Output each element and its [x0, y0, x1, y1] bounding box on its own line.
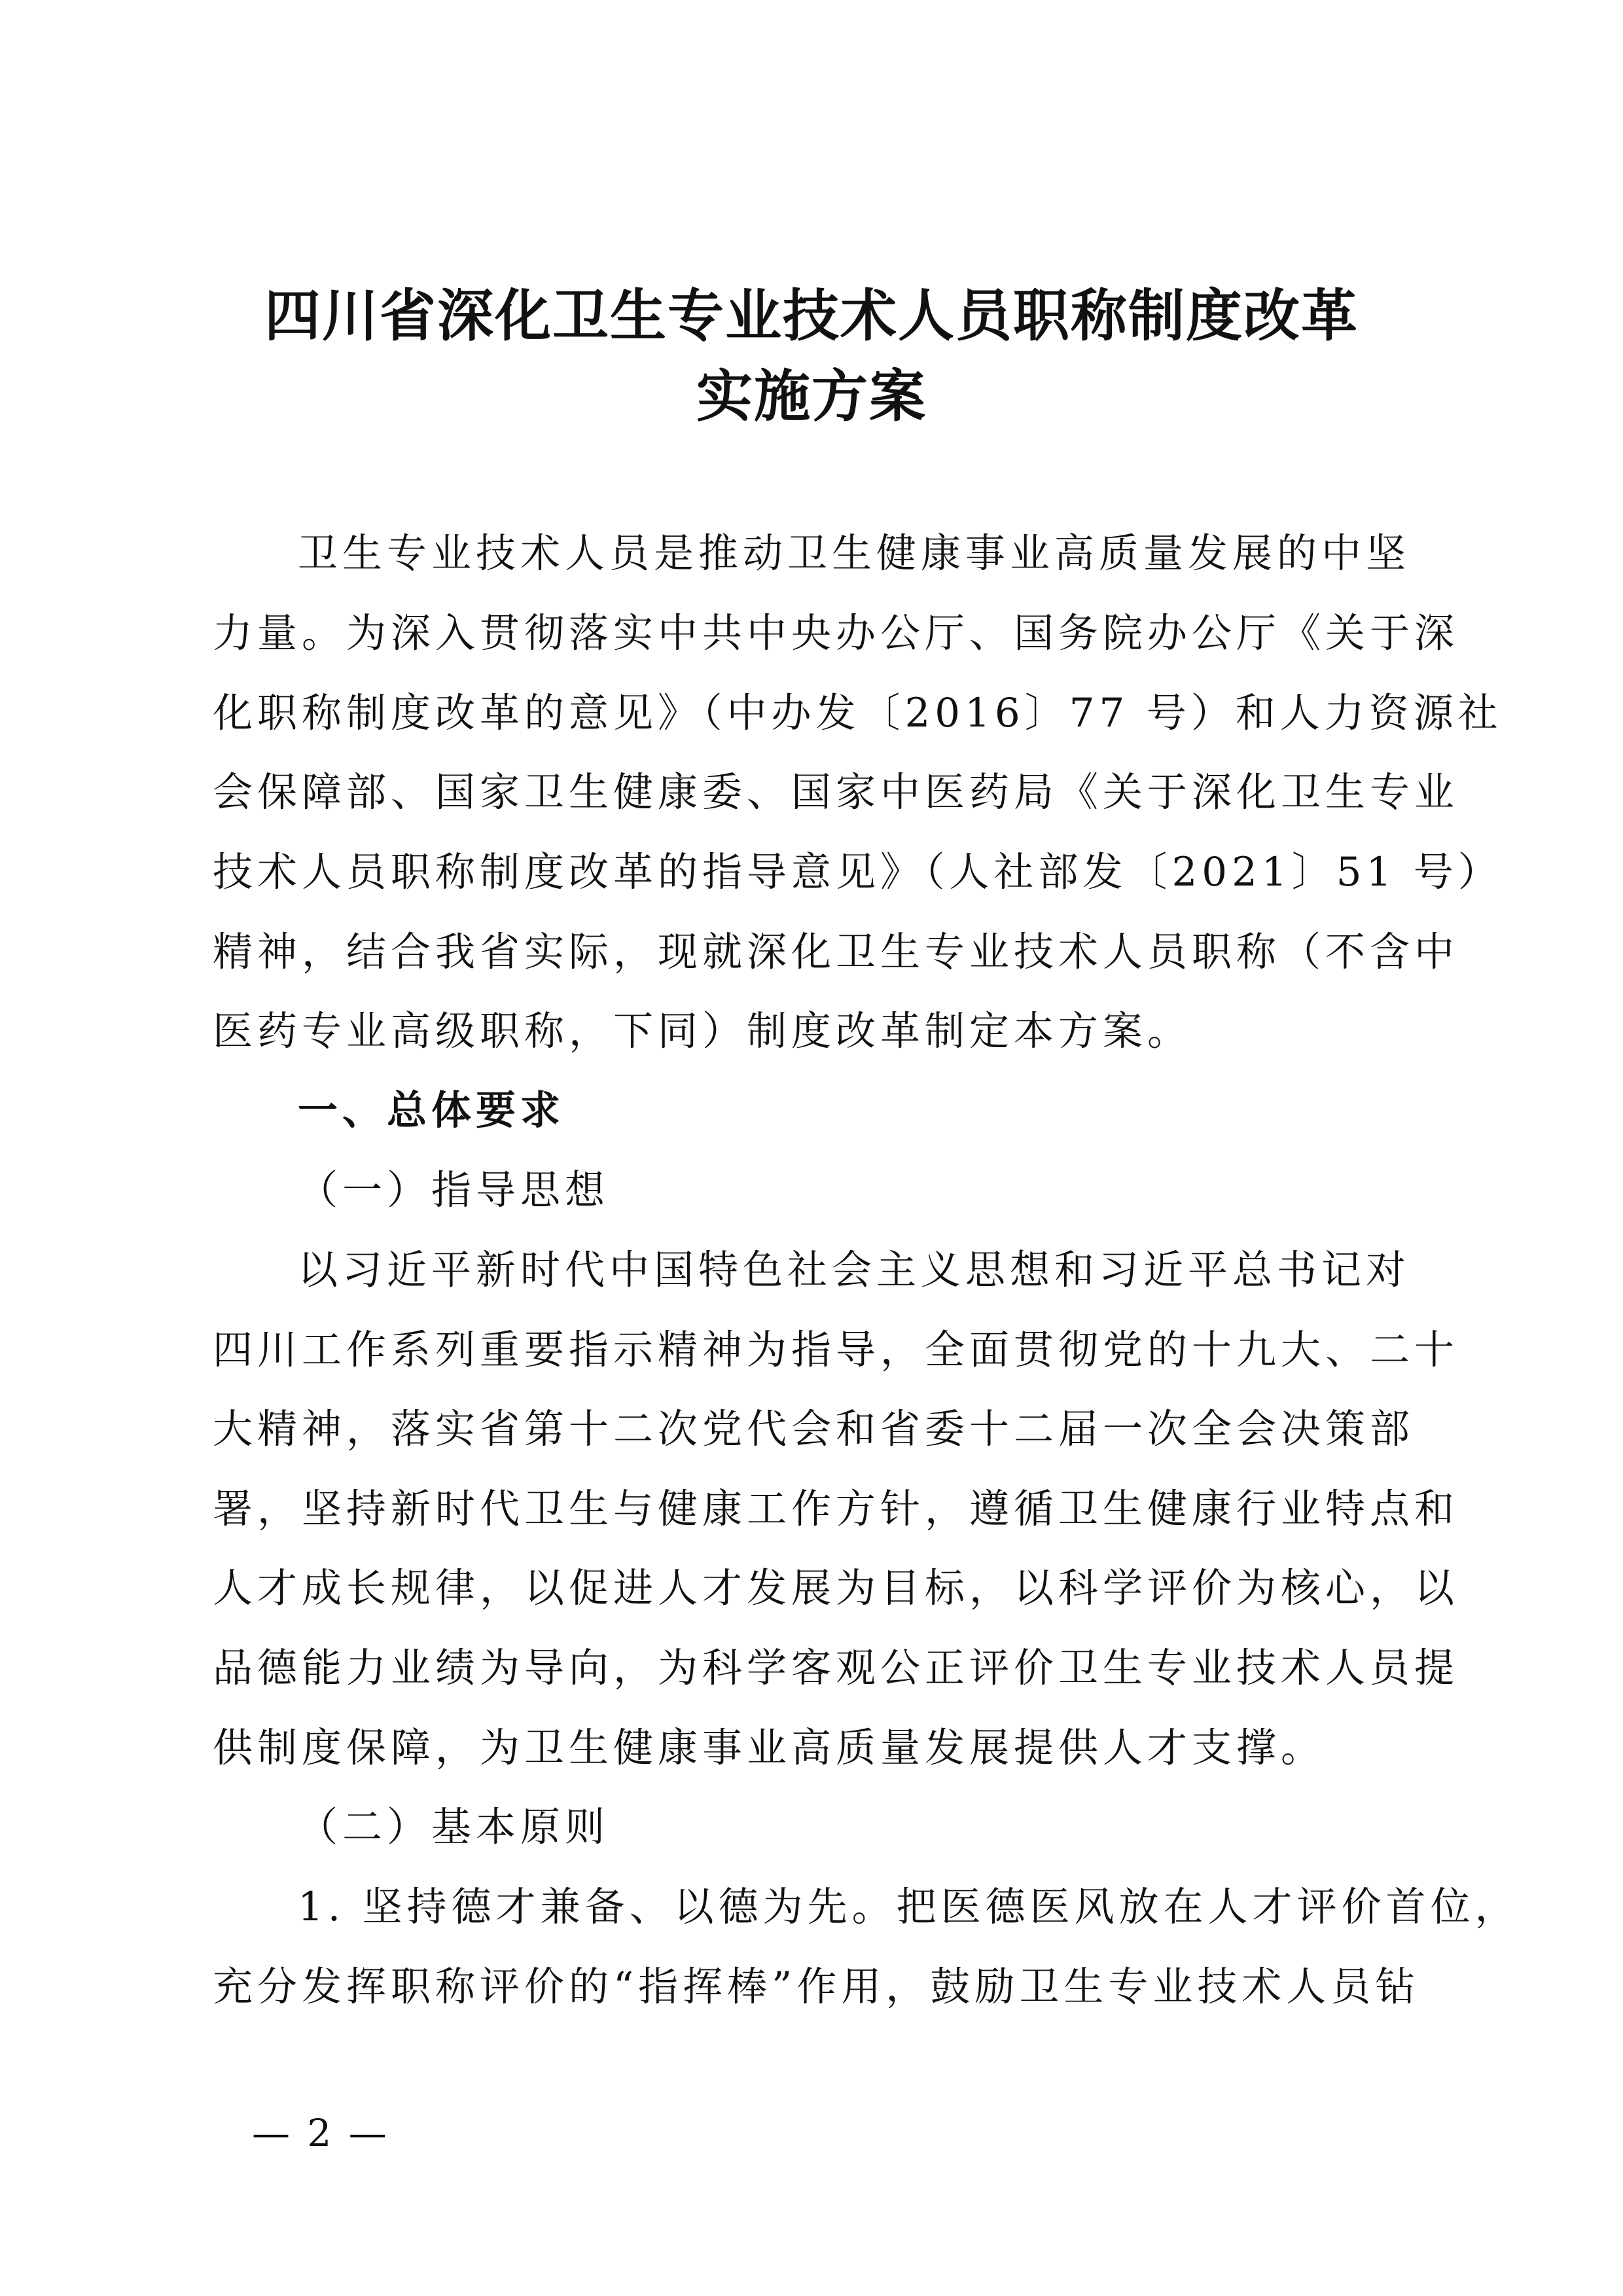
- paragraph-line: 以习近平新时代中国特色社会主义思想和习近平总书记对: [298, 1247, 1411, 1293]
- paragraph-line: 大精神，落实省第十二次党代会和省委十二届一次全会决策部: [213, 1406, 1415, 1452]
- paragraph-line: 力量。为深入贯彻落实中共中央办公厅、国务院办公厅《关于深: [213, 610, 1459, 656]
- paragraph-line: 卫生专业技术人员是推动卫生健康事业高质量发展的中坚: [298, 530, 1411, 577]
- page-number: — 2 —: [252, 2111, 389, 2155]
- document-title-line-1: 四川省深化卫生专业技术人员职称制度改革: [264, 283, 1359, 349]
- subsection-heading: （一）指导思想: [298, 1167, 610, 1213]
- paragraph-line: 会保障部、国家卫生健康委、国家中医药局《关于深化卫生专业: [213, 769, 1459, 816]
- section-heading: 一、总体要求: [298, 1087, 565, 1134]
- paragraph-line: 技术人员职称制度改革的指导意见》（人社部发〔2021〕51 号）: [213, 849, 1503, 895]
- paragraph-line: 1. 坚持德才兼备、以德为先。把医德医风放在人才评价首位，: [298, 1884, 1520, 1930]
- paragraph-line: 供制度保障，为卫生健康事业高质量发展提供人才支撑。: [213, 1725, 1326, 1771]
- document-title-line-2: 实施方案: [696, 363, 927, 429]
- paragraph-line: 人才成长规律，以促进人才发展为目标，以科学评价为核心，以: [213, 1565, 1459, 1611]
- paragraph-line: 化职称制度改革的意见》（中办发〔2016〕77 号）和人力资源社: [213, 690, 1503, 736]
- paragraph-line: 充分发挥职称评价的“指挥棒”作用，鼓励卫生专业技术人员钻: [213, 1964, 1420, 2010]
- paragraph-line: 医药专业高级职称，下同）制度改革制定本方案。: [213, 1008, 1192, 1054]
- paragraph-line: 署，坚持新时代卫生与健康工作方针，遵循卫生健康行业特点和: [213, 1486, 1459, 1532]
- paragraph-line: 四川工作系列重要指示精神为指导，全面贯彻党的十九大、二十: [213, 1327, 1459, 1373]
- paragraph-line: 品德能力业绩为导向，为科学客观公正评价卫生专业技术人员提: [213, 1645, 1459, 1691]
- paragraph-line: 精神，结合我省实际，现就深化卫生专业技术人员职称（不含中: [213, 929, 1459, 975]
- subsection-heading: （二）基本原则: [298, 1804, 610, 1850]
